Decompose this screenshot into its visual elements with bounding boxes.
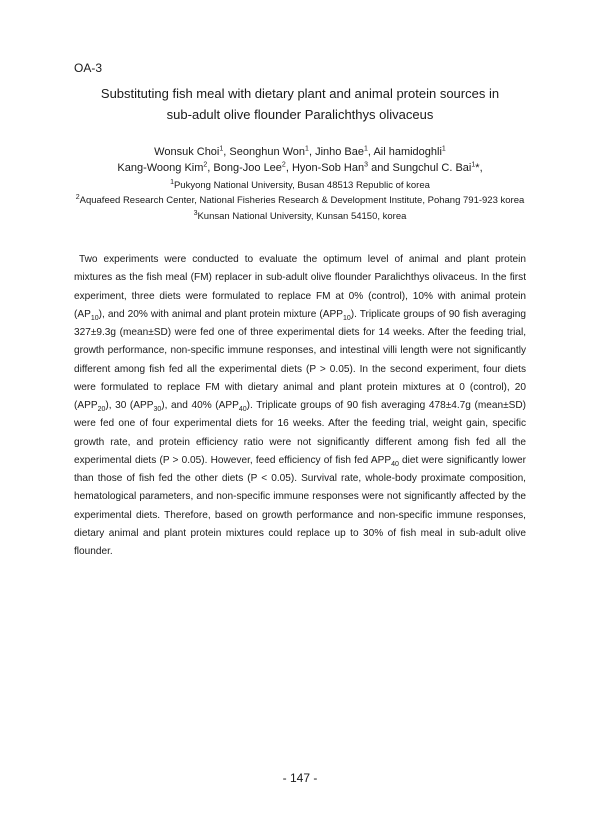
- subscript: 30: [153, 406, 162, 414]
- author-list: [40, 144, 560, 176]
- author-name: Wonsuk Choi: [154, 146, 220, 158]
- author-name: Sungchul C. Bai: [392, 162, 472, 174]
- affiliation-1: [40, 179, 560, 192]
- affiliation-mark: 3: [193, 209, 198, 217]
- author-name: Ail hamidoghli: [373, 146, 442, 158]
- author-name: Kang-Woong Kim: [117, 162, 204, 174]
- abstract-text: ), 30 (APP: [105, 400, 154, 411]
- abstract-text: ). Triplicate groups of 90 fish averaging 478±4.7g (mean±SD) were fed one of four experimental diets for 16 weeks. After the feeding trial, weight gain, specific growth rate, and protein efficiency ratio were not significantly different among fish fed all the experimental diets (P > 0.05). However, feed efficiency of fish fed APP: [74, 400, 527, 466]
- subscript: 40: [238, 406, 247, 414]
- author-affil-mark: 1: [305, 145, 309, 153]
- subscript: 10: [90, 314, 99, 322]
- author-affil-mark: 1: [364, 145, 368, 153]
- page-number: - 147 -: [282, 771, 318, 785]
- affiliation-3: [40, 210, 560, 223]
- affiliation-text: Kunsan National University, Kunsan 54150, korea: [197, 211, 407, 222]
- author-affil-mark: 1: [441, 145, 446, 153]
- author-affil-mark: 2: [203, 161, 208, 169]
- author-affil-mark: 1: [471, 161, 476, 169]
- abstract-text: Two experiments were conducted to evaluate the optimum level of animal and plant protein mixtures as the fish meal (FM) replacer in sub-adult olive flounder Paralichthys olivaceus. In the first experiment, three diets were formulated to replace FM at 0% (control), 10% with animal protein (AP: [74, 254, 526, 320]
- abstract-body: [74, 251, 526, 561]
- abstract-text: ). Triplicate groups of 90 fish averaging 327±9.3g (mean±SD) were fed one of three experimental diets for 14 weeks. After the feeding trial, growth performance, non-specific immune responses, and intestinal villi length were not significantly different among fish fed all the experimental diets (P > 0.05). In the second experiment, four diets were formulated to replace FM with dietary animal and plant protein mixtures at 0 (control), 20 (APP: [74, 308, 527, 411]
- title-line-2: sub-adult olive flounder Paralichthys olivaceus: [166, 107, 434, 122]
- author-line-1: Wonsuk Choi$^1$, Seonghun Won$^1$, Jinho Bae$^1$, Ail hamidoghli$^1$: [154, 145, 446, 158]
- affiliation-mark: 2: [75, 193, 80, 201]
- abstract-text: ), and 40% (APP: [161, 400, 239, 411]
- session-code: OA-3: [74, 61, 103, 75]
- subscript: 10: [342, 314, 351, 322]
- affiliation-text: Aquafeed Research Center, National Fisheries Research & Development Institute, Pohang 791-923 korea: [79, 195, 525, 206]
- affiliation-text: Pukyong National University, Busan 48513 Republic of korea: [173, 180, 430, 191]
- title-line-1: Substituting fish meal with dietary plant and animal protein sources in: [100, 86, 500, 101]
- author-line-2: Kang-Woong Kim$^2$, Bong-Joo Lee$^2$, Hyon-Sob Han$^3$ and Sungchul C. Bai$^1$*,: [117, 161, 483, 174]
- author-name: Jinho Bae: [315, 146, 365, 158]
- author-affil-mark: 1: [219, 145, 224, 153]
- affiliation-2: [40, 194, 560, 207]
- corresponding-author-mark: *: [475, 162, 480, 174]
- author-name: Seonghun Won: [229, 146, 306, 158]
- affiliation-mark: 1: [170, 178, 174, 186]
- paper-title: [60, 83, 540, 125]
- abstract-text: diet were significantly lower than those of fish fed the other diets (P < 0.05). Survival rate, whole-body proximate composition, hematological parameters, and non-specific immune responses were not significantly affected by the experimental diets. Therefore, based on growth performance and non-specific immune responses, dietary animal and plant protein mixtures could replace up to 30% of fish meal in sub-adult olive flounder.: [74, 454, 527, 557]
- author-name: Bong-Joo Lee: [213, 162, 282, 174]
- author-affil-mark: 3: [364, 161, 369, 169]
- author-name: Hyon-Sob Han: [291, 162, 365, 174]
- author-affil-mark: 2: [281, 161, 286, 169]
- subscript: 40: [391, 460, 399, 468]
- abstract-text: ), and 20% with animal and plant protein mixture (APP: [98, 308, 343, 320]
- subscript: 20: [97, 406, 106, 414]
